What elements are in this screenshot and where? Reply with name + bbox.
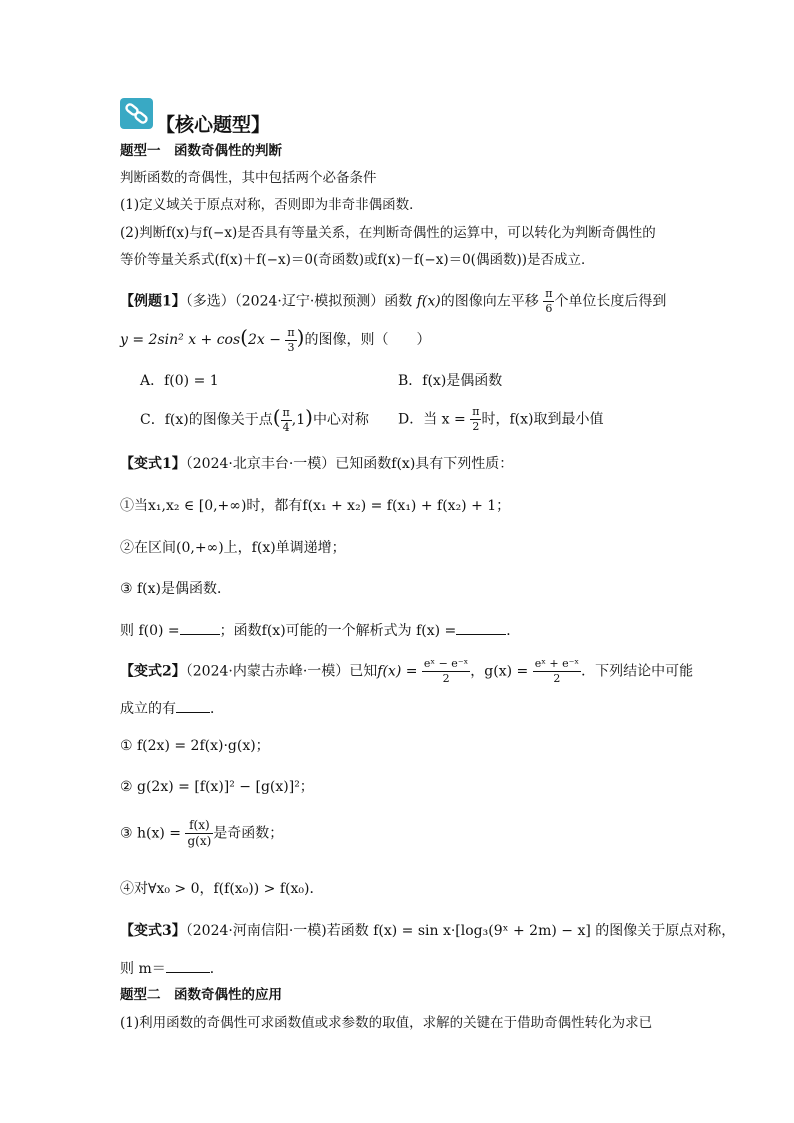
example1-meta: （多选）（2024·辽宁·模拟预测）函数 — [185, 293, 413, 310]
arg-fraction — [285, 326, 296, 355]
answer-blank-2[interactable] — [456, 622, 506, 635]
variant3-question — [120, 920, 735, 940]
variant3-text: （2024·河南信阳·一模)若函数 f(x) = sin x·[log₃(9ˣ + 2m) − x] 的图像关于原点对称， — [185, 923, 736, 939]
example1-func: f(x) — [416, 293, 441, 310]
variant1-property-3: ③ f(x)是偶函数． — [120, 581, 232, 597]
variant1-property-1: ①当x₁,x₂ ∈ [0,+∞)时，都有f(x₁ + x₂) = f(x₁) + f(x₂) + 1； — [120, 498, 511, 514]
option-c-den: 4 — [282, 420, 290, 434]
variant1-q-pre: 则 f(0) = — [120, 623, 180, 639]
example1-option-b: B．f(x)是偶函数 — [398, 373, 503, 389]
variant2-q-line2-end: ． — [210, 701, 224, 717]
variant3-answer-line — [120, 958, 224, 978]
f-den: 2 — [442, 671, 450, 685]
variant2-meta: （2024·内蒙古赤峰·一模）已知 — [185, 663, 378, 680]
variant2-question — [120, 657, 693, 686]
example1-option-a: A．f(0) = 1 — [140, 373, 219, 389]
statement-3-pre: ③ h(x) = — [120, 825, 182, 842]
option-d-post: 时，f(x)取到最小值 — [481, 411, 604, 428]
variant2-q-tail: ．下列结论中可能 — [581, 663, 694, 680]
type2-title: 题型二 函数奇偶性的应用 — [120, 987, 282, 1003]
variant1-property-2: ②在区间(0,+∞)上，f(x)单调递增； — [120, 540, 346, 556]
arg-den: 3 — [287, 340, 295, 354]
type2-text: (1)利用函数的奇偶性可求函数值或求参数的取值，求解的关键在于借助奇偶性转化为求已 — [120, 1015, 653, 1031]
example1-text-a: 的图像向左平移 — [440, 293, 539, 310]
shift-fraction — [543, 287, 554, 316]
variant1-meta: （2024·北京丰台·一模）已知函数f(x)具有下列性质： — [185, 456, 514, 472]
example1-text-b: 个单位长度后得到 — [554, 293, 667, 310]
example1-equation: y = 2sin² x + cos(2x − $\frac{\pi}{3}$ )的图像，则（ ） — [120, 325, 431, 354]
variant1-question — [120, 453, 513, 473]
answer-blank-4[interactable] — [166, 960, 210, 973]
variant2-q-line2: 成立的有 — [120, 701, 176, 717]
equation-lhs: y = 2sin² x + cos — [120, 332, 241, 348]
option-d-pre: D．当 x = — [398, 411, 466, 428]
variant2-g-fraction — [533, 657, 581, 686]
variant2-statement-1: ① f(2x) = 2f(x)·g(x)； — [120, 738, 270, 754]
answer-blank-3[interactable] — [176, 700, 210, 713]
type1-intro: 判断函数的奇偶性，其中包括两个必备条件 — [120, 170, 377, 186]
variant3-tag: 【变式3】 — [120, 923, 186, 939]
option-d-fraction — [470, 405, 481, 434]
option-c-post: ,1 — [291, 412, 306, 428]
example1-option-d — [398, 405, 603, 434]
type1-title: 题型一 函数奇偶性的判断 — [120, 143, 282, 159]
shift-den: 6 — [545, 301, 553, 315]
type1-condition-1: (1)定义域关于原点对称，否则即为非奇非偶函数． — [120, 197, 423, 213]
option-c-tail: 中心对称 — [312, 412, 369, 428]
variant2-g-pre: ，g(x) = — [470, 663, 529, 680]
section-heading: 【核心题型】 — [156, 114, 271, 136]
variant2-statement-4: ④对∀x₀ > 0，f(f(x₀)) > f(x₀)． — [120, 881, 324, 897]
statement-3-fraction — [185, 818, 213, 849]
g-num: eˣ + e⁻ˣ — [534, 657, 580, 670]
example1-tag: 【例题1】 — [120, 293, 186, 310]
variant1-q-end: ． — [506, 623, 521, 639]
example1-question — [120, 287, 666, 316]
variant2-statement-2: ② g(2x) = [f(x)]² − [g(x)]²； — [120, 779, 314, 795]
variant1-tag: 【变式1】 — [120, 456, 186, 472]
h-num: f(x) — [185, 818, 213, 834]
example1-option-c: C．f(x)的图像关于点( $\frac{\pi}{4}$ ,1)中心对称 — [140, 405, 369, 434]
variant2-f-fraction — [422, 657, 470, 686]
option-c-num: π — [282, 405, 290, 419]
f-num: eˣ − e⁻ˣ — [423, 657, 469, 670]
variant1-fill-question — [120, 620, 520, 640]
option-c-pre: C．f(x)的图像关于点 — [140, 412, 273, 428]
g-den: 2 — [553, 671, 561, 685]
type1-condition-2-line2: 等价等量关系式(f(x)＋f(−x)＝0(奇函数)或f(x)－f(−x)＝0(偶函数))是否成立． — [120, 252, 595, 268]
shift-num: π — [545, 287, 553, 300]
h-den: g(x) — [187, 834, 212, 848]
variant2-f-pre: f(x) = — [377, 663, 418, 680]
arg-num: π — [287, 325, 295, 339]
option-c-fraction — [281, 406, 292, 435]
chain-link-icon — [120, 98, 153, 129]
variant3-answer-pre: 则 m＝ — [120, 961, 166, 977]
statement-3-post: 是奇函数； — [213, 825, 284, 842]
variant3-answer-end: ． — [209, 961, 224, 977]
option-d-den: 2 — [472, 419, 480, 433]
option-d-num: π — [472, 405, 480, 418]
answer-blank-1[interactable] — [180, 622, 220, 635]
variant2-question-line2 — [120, 698, 224, 718]
variant2-tag: 【变式2】 — [120, 663, 186, 680]
equation-tail: 的图像，则（ ） — [304, 332, 431, 348]
type1-condition-2-line1: (2)判断f(x)与f(−x)是否具有等量关系，在判断奇偶性的运算中，可以转化为判断奇偶性的 — [120, 225, 656, 241]
variant1-q-mid: ；函数f(x)可能的一个解析式为 f(x) = — [219, 623, 457, 639]
variant2-statement-3 — [120, 818, 283, 849]
equation-arg: 2x − — [247, 332, 281, 348]
